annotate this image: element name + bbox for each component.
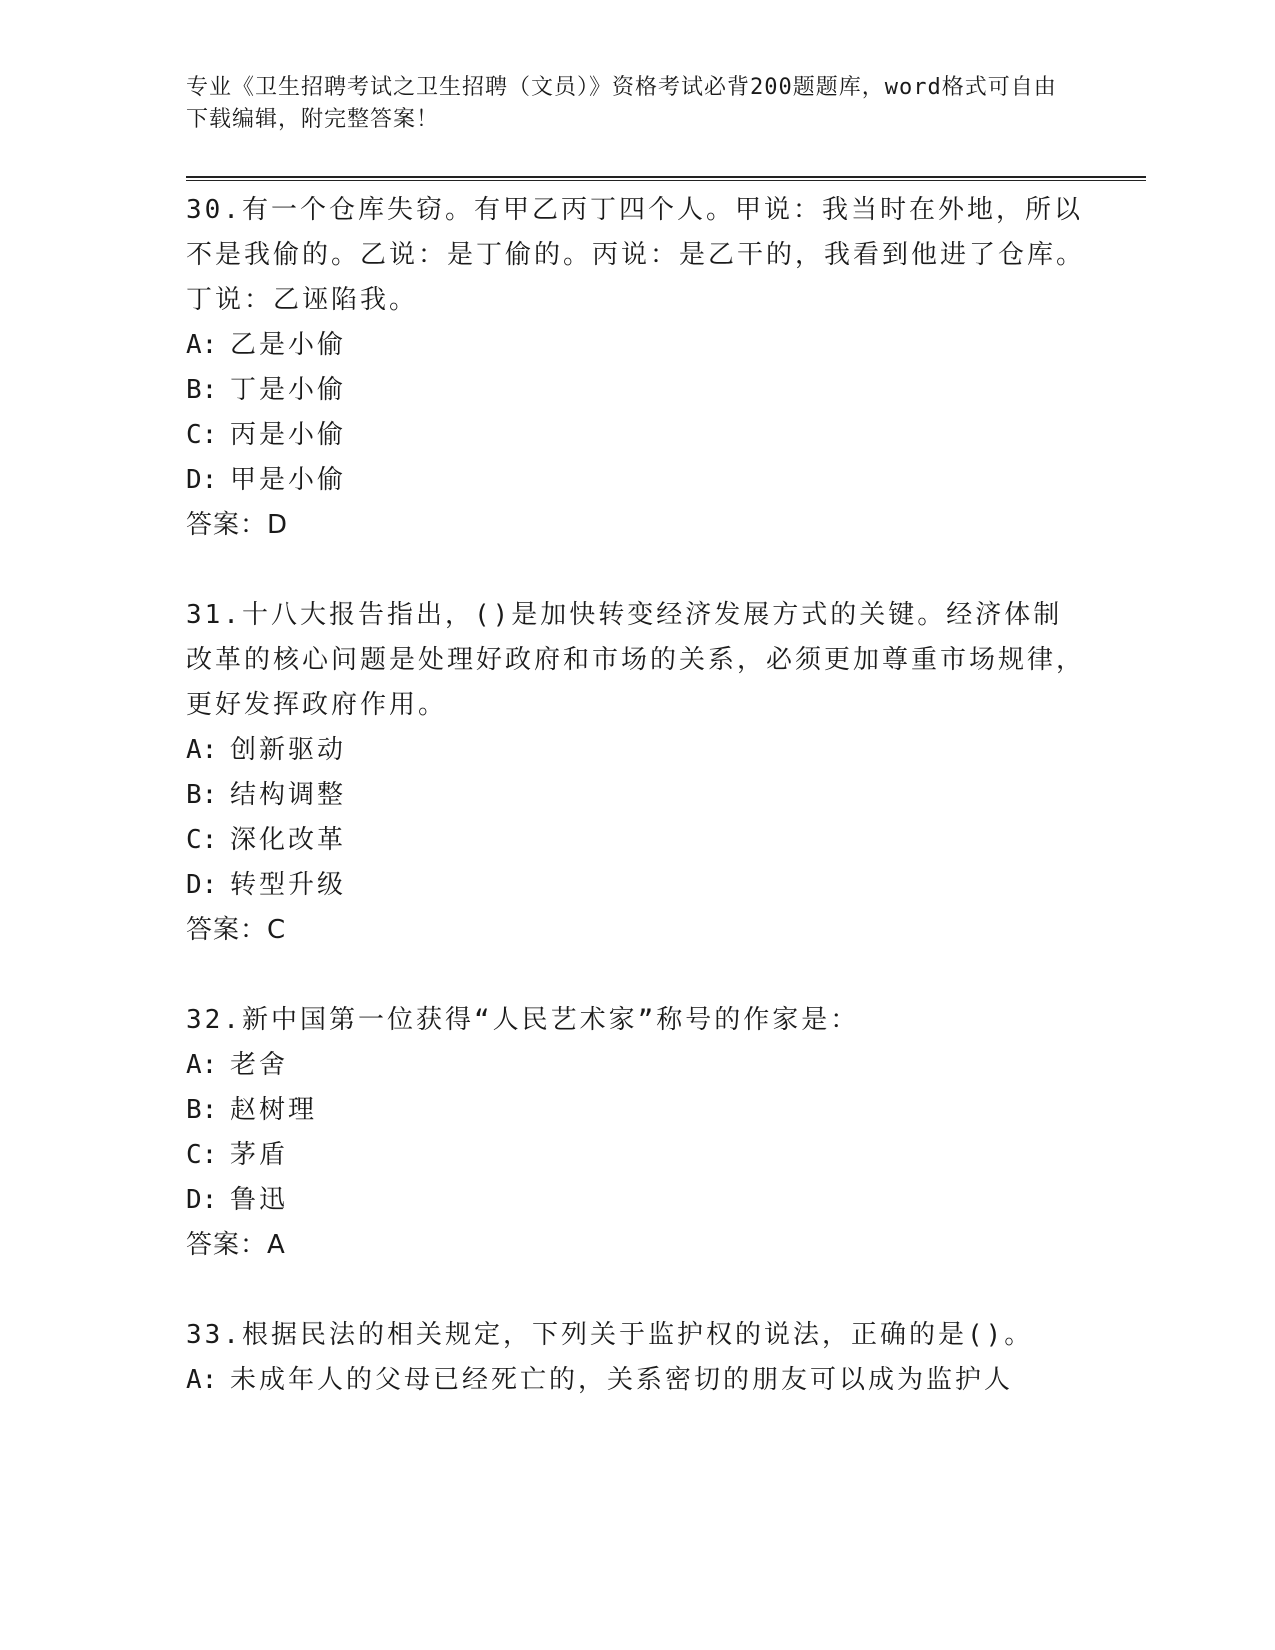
option-item <box>186 1178 1086 1223</box>
option-text: 结构调整 <box>230 780 347 810</box>
option-letter: A: <box>186 1050 218 1080</box>
option-letter: A: <box>186 735 218 765</box>
option-text: 鲁迅 <box>230 1185 289 1215</box>
document-header: 专业《卫生招聘考试之卫生招聘（文员）》资格考试必背200题题库，word格式可自由下载编辑，附完整答案！ <box>186 75 1057 132</box>
option-text: 丁是小偷 <box>230 375 347 405</box>
option-text: 深化改革 <box>230 825 347 855</box>
question-text: 32.新中国第一位获得“人民艺术家”称号的作家是： <box>186 1005 860 1035</box>
question-item <box>186 188 1086 548</box>
option-text: 乙是小偷 <box>230 330 347 360</box>
question-item <box>186 998 1086 1268</box>
header-divider <box>186 176 1146 181</box>
option-item <box>186 728 1086 773</box>
question-text: 30.有一个仓库失窃。有甲乙丙丁四个人。甲说：我当时在外地，所以不是我偷的。乙说：是丁偷的。丙说：是乙干的，我看到他进了仓库。丁说：乙诬陷我。 <box>186 195 1086 315</box>
option-text: 丙是小偷 <box>230 420 347 450</box>
option-item <box>186 863 1086 908</box>
option-item <box>186 323 1086 368</box>
option-letter: D: <box>186 1185 218 1215</box>
option-item <box>186 1043 1086 1088</box>
option-letter: C: <box>186 420 218 450</box>
option-letter: D: <box>186 870 218 900</box>
option-letter: B: <box>186 1095 218 1125</box>
answer-line: 答案：D <box>186 510 289 540</box>
option-text: 未成年人的父母已经死亡的，关系密切的朋友可以成为监护人 <box>230 1365 1014 1395</box>
question-text: 33.根据民法的相关规定，下列关于监护权的说法，正确的是()。 <box>186 1320 1034 1350</box>
option-item <box>186 1358 1086 1403</box>
option-item <box>186 413 1086 458</box>
option-text: 甲是小偷 <box>230 465 347 495</box>
option-item <box>186 1088 1086 1133</box>
option-letter: C: <box>186 1140 218 1170</box>
option-text: 转型升级 <box>230 870 347 900</box>
answer-line: 答案：C <box>186 915 287 945</box>
option-letter: A: <box>186 1365 218 1395</box>
option-letter: B: <box>186 780 218 810</box>
option-text: 茅盾 <box>230 1140 289 1170</box>
question-text: 31.十八大报告指出，()是加快转变经济发展方式的关键。经济体制改革的核心问题是处理好政府和市场的关系，必须更加尊重市场规律，更好发挥政府作用。 <box>186 600 1086 720</box>
option-item <box>186 773 1086 818</box>
option-item <box>186 1133 1086 1178</box>
option-letter: B: <box>186 375 218 405</box>
option-text: 赵树理 <box>230 1095 318 1125</box>
option-item <box>186 818 1086 863</box>
question-item <box>186 1313 1086 1403</box>
answer-line: 答案：A <box>186 1230 286 1260</box>
option-letter: C: <box>186 825 218 855</box>
option-item <box>186 368 1086 413</box>
question-list <box>186 188 1086 1448</box>
option-text: 老舍 <box>230 1050 289 1080</box>
option-item <box>186 458 1086 503</box>
option-letter: A: <box>186 330 218 360</box>
option-text: 创新驱动 <box>230 735 347 765</box>
option-letter: D: <box>186 465 218 495</box>
question-item <box>186 593 1086 953</box>
